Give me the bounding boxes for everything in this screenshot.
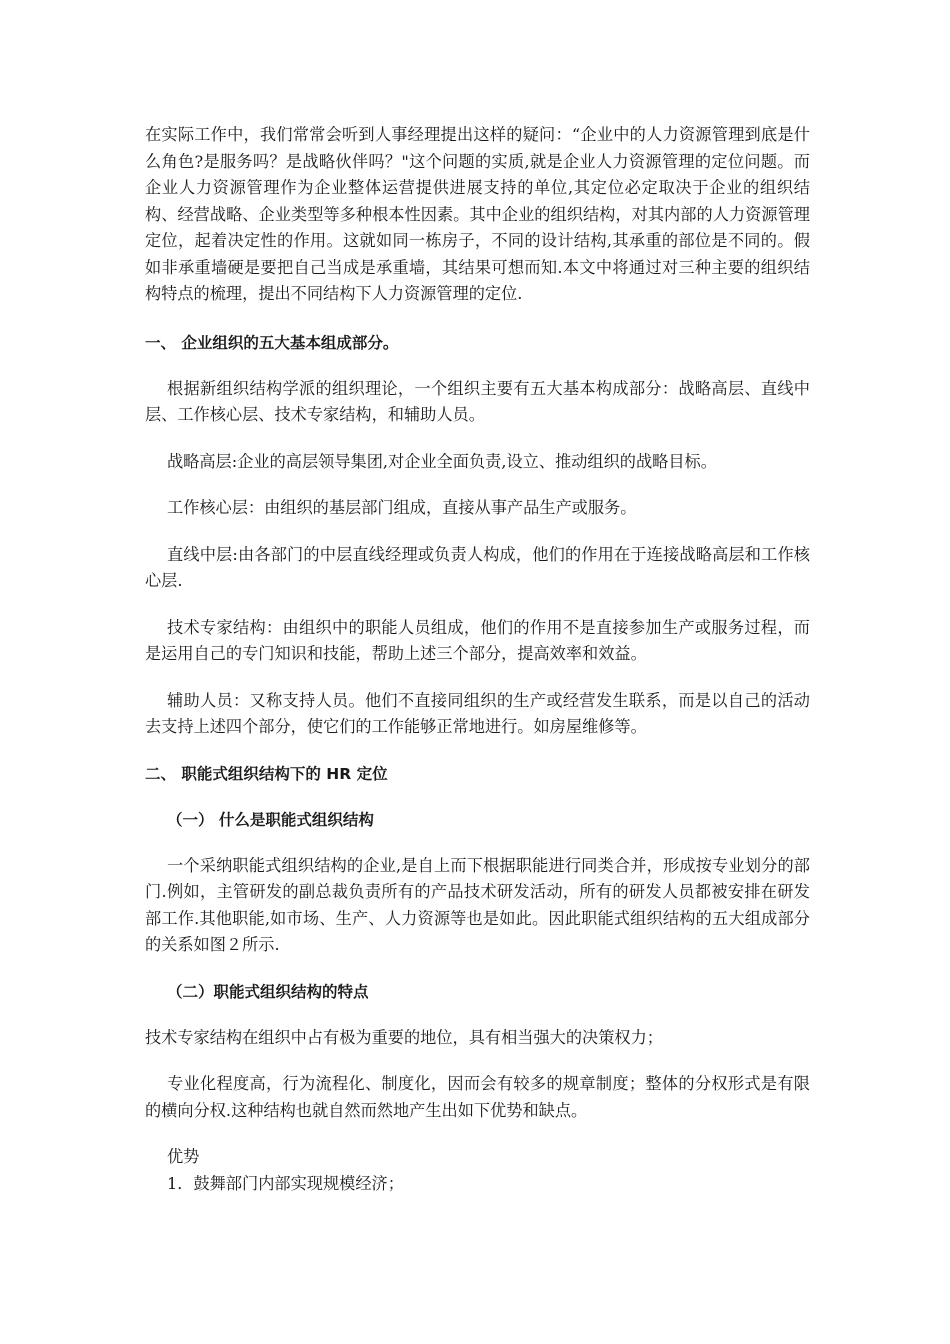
section-1-paragraph-1: 根据新组织结构学派的组织理论，一个组织主要有五大基本构成部分：战略高层、直线中层、工作核心层、技术专家结构，和辅助人员。 [145, 378, 810, 424]
intro-paragraph: 在实际工作中，我们常常会听到人事经理提出这样的疑问：“企业中的人力资源管理到底是什么角色?是服务吗？是战略伙伴吗？"这个问题的实质,就是企业人力资源管理的定位问题。而企业人力资源管理作为企业整体运营提供进展支持的单位,其定位必定取决于企业的组织结构、经营战略、企业类型等多种根本性因素。其中企业的组织结构，对其内部的人力资源管理定位，起着决定性的作用。这就如同一栋房子，不同的设计结构,其承重的部位是不同的。假如非承重墙硬是要把自己当成是承重墙，其结果可想而知.本文中将通过对三种主要的组织结构特点的梳理，提出不同结构下人力资源管理的定位. [145, 125, 810, 303]
subsection-2-2-heading: （二）职能式组织结构的特点 [167, 982, 369, 1001]
section-1-paragraph-4: 直线中层:由各部门的中层直线经理或负责人构成，他们的作用在于连接战略高层和工作核心层. [145, 544, 810, 590]
section-1-heading: 一、 企业组织的五大基本组成部分。 [145, 333, 399, 352]
subsection-2-2-paragraph-1: 技术专家结构在组织中占有极为重要的地位，具有相当强大的决策权力； [145, 1027, 663, 1047]
advantages-label: 优势 [167, 1147, 200, 1166]
subsection-2-1-paragraph: 一个采纳职能式组织结构的企业,是自上而下根据职能进行同类合并，形成按专业划分的部门.例如，主管研发的副总裁负责所有的产品技术研发活动，所有的研发人员都被安排在研发部工作.其他职能,如市场、生产、人力资源等也是如此。因此职能式组织结构的五大组成部分的关系如图２所示. [145, 855, 810, 954]
section-1-paragraph-6: 辅助人员：又称支持人员。他们不直接同组织的生产或经营发生联系，而是以自己的活动去支持上述四个部分，使它们的工作能够正常地进行。如房屋维修等。 [145, 690, 810, 736]
section-1-paragraph-2: 战略高层:企业的高层领导集团,对企业全面负责,设立、推动组织的战略目标。 [167, 451, 717, 471]
subsection-2-2-paragraph-2: 专业化程度高，行为流程化、制度化，因而会有较多的规章制度；整体的分权形式是有限的横向分权.这种结构也就自然而然地产生出如下优势和缺点。 [145, 1074, 810, 1120]
section-1-paragraph-3: 工作核心层：由组织的基层部门组成，直接从事产品生产或服务。 [167, 498, 637, 517]
section-1-paragraph-5: 技术专家结构：由组织中的职能人员组成，他们的作用不是直接参加生产或服务过程，而是运用自己的专门知识和技能，帮助上述三个部分，提高效率和效益。 [145, 617, 810, 663]
subsection-2-1-heading: （一） 什么是职能式组织结构 [167, 810, 374, 829]
advantage-item-1: 1．鼓舞部门内部实现规模经济； [167, 1173, 404, 1193]
document-page [145, 122, 810, 1197]
section-2-heading: 二、 职能式组织结构下的 HR 定位 [145, 764, 388, 783]
